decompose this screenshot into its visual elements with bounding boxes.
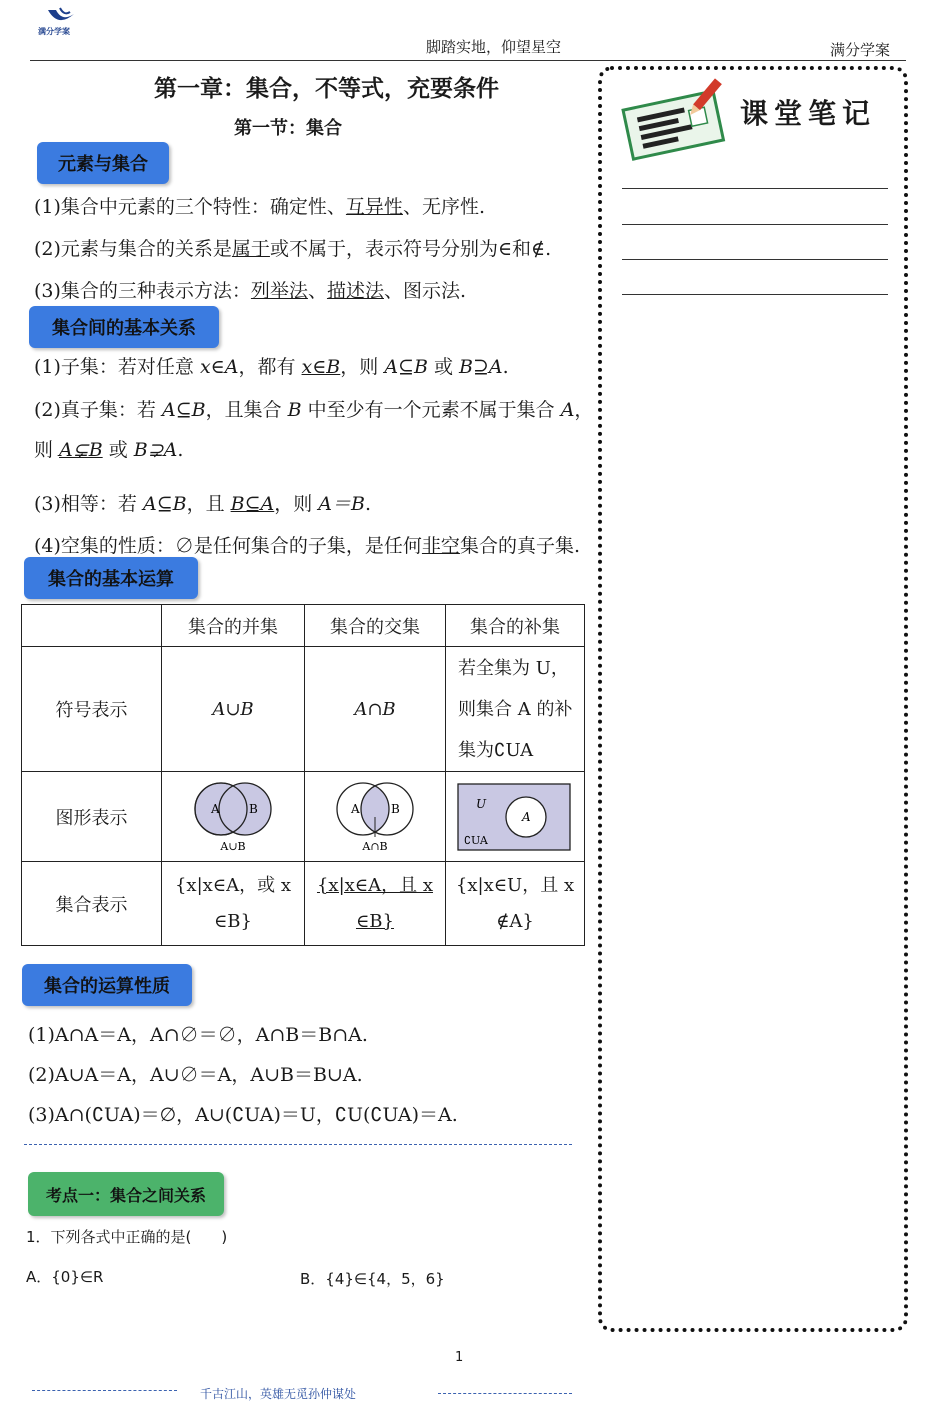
table-header-cell: 集合的补集 <box>446 605 585 647</box>
intersection-symbol: A∩B <box>305 647 446 772</box>
table-header-cell: 集合的交集 <box>305 605 446 647</box>
union-venn <box>162 772 305 862</box>
s1-item-3 <box>34 276 466 303</box>
venn-label-a: A <box>211 801 220 816</box>
chapter-title: 第一章：集合，不等式，充要条件 <box>154 76 499 102</box>
header-rule <box>30 60 906 61</box>
footer-dash-left <box>32 1390 177 1391</box>
text: (2)元素与集合的关系是 <box>34 238 232 260</box>
table-row-symbol <box>22 647 585 772</box>
underlined-text: 描述法 <box>326 280 384 302</box>
logo-text: 满分学案 <box>38 27 70 36</box>
s2-item-1: (1)子集：若对任意 x∈A，都有 x∈B，则 A⊆B 或 B⊇A. <box>34 356 509 378</box>
section-tag-operations: 集合的基本运算 <box>24 557 198 599</box>
table-row-graph <box>22 772 585 862</box>
union-set: {x|x∈A，或 x ∈B} <box>162 862 305 946</box>
complement-venn <box>446 772 585 862</box>
s4-item-1: (1)A∩A＝A，A∩∅＝∅，A∩B＝B∩A. <box>28 1024 368 1046</box>
underlined-text: 互异性 <box>345 196 403 218</box>
header-slogan: 脚踏实地，仰望星空 <box>426 38 562 56</box>
note-line <box>622 294 888 295</box>
venn-label-b: B <box>249 801 258 816</box>
table-row-set <box>22 862 585 946</box>
text: 或不属于，表示符号分别为∈和∉. <box>269 238 552 260</box>
intersection-venn-diagram <box>325 777 425 857</box>
row-label: 集合表示 <box>22 862 162 946</box>
question-text: 1．下列各式中正确的是( ) <box>26 1228 228 1246</box>
page-number: 1 <box>455 1350 464 1365</box>
s4-item-3: (3)A∩(∁UA)＝∅，A∪(∁UA)＝U，∁U(∁UA)＝A. <box>28 1104 458 1126</box>
s2-item-3: (3)相等：若 A⊆B，且 B⊆A，则 A＝B. <box>34 493 372 515</box>
text: 、无序性. <box>402 196 485 218</box>
note-line <box>622 188 888 189</box>
table-header-cell <box>22 605 162 647</box>
section-tag-elements: 元素与集合 <box>37 142 169 184</box>
table-header-row <box>22 605 585 647</box>
venn-caption: A∩B <box>362 839 388 853</box>
intersection-venn <box>305 772 446 862</box>
venn-label-cua: ∁UA <box>464 833 488 847</box>
underlined-text: 属于 <box>231 238 270 260</box>
s2-item-2-cont: 则 A⊊B 或 B⊋A. <box>34 439 184 461</box>
venn-label-a: A <box>522 809 531 824</box>
s2-item-4: (4)空集的性质：∅是任何集合的子集，是任何非空集合的真子集. <box>34 535 580 557</box>
section-tag-properties: 集合的运算性质 <box>22 964 192 1006</box>
complement-venn-diagram <box>456 780 574 854</box>
union-symbol: A∪B <box>162 647 305 772</box>
text: (1)集合中元素的三个特性：确定性、 <box>34 196 346 218</box>
underlined-text: 列举法 <box>250 280 308 302</box>
s2-item-2: (2)真子集：若 A⊆B，且集合 B 中至少有一个元素不属于集合 A， <box>34 399 594 421</box>
s1-item-1 <box>34 192 485 219</box>
complement-set: {x|x∈U，且 x ∉A} <box>446 862 585 946</box>
text: 、 <box>307 280 327 302</box>
venn-caption: A∪B <box>220 839 246 853</box>
choice-a: A．{0}∈R <box>26 1268 104 1286</box>
footer-dash-right <box>438 1393 572 1394</box>
notes-card-icon <box>618 76 728 166</box>
header-brand: 满分学案 <box>830 41 891 59</box>
section-tag-relations: 集合间的基本关系 <box>29 306 219 348</box>
table-header-cell: 集合的并集 <box>162 605 305 647</box>
notes-panel <box>598 66 908 1332</box>
intersection-set: {x|x∈A，且 x ∈B} <box>305 862 446 946</box>
venn-label-u: U <box>476 796 487 811</box>
row-label: 图形表示 <box>22 772 162 862</box>
operations-table <box>21 604 585 946</box>
venn-label-a: A <box>351 801 360 816</box>
text: 、图示法. <box>383 280 467 302</box>
row-label: 符号表示 <box>22 647 162 772</box>
note-line <box>622 224 888 225</box>
union-venn-diagram <box>183 777 283 857</box>
note-line <box>622 259 888 260</box>
venn-label-b: B <box>391 801 400 816</box>
footer-motto: 千古江山，英雄无觅孙仲谋处 <box>200 1387 357 1401</box>
s1-item-2 <box>34 234 551 261</box>
section-title: 第一节：集合 <box>234 118 342 139</box>
section-divider <box>24 1144 572 1145</box>
notes-title: 课堂笔记 <box>740 97 877 130</box>
complement-symbol: 若全集为 U， 则集合 A 的补 集为∁UA <box>446 647 585 772</box>
text: (3)集合的三种表示方法： <box>34 280 251 302</box>
exam-point-tag: 考点一：集合之间关系 <box>28 1172 224 1216</box>
choice-b: B．{4}∈{4，5，6} <box>300 1270 445 1288</box>
s4-item-2: (2)A∪A＝A，A∪∅＝A，A∪B＝B∪A. <box>28 1064 363 1086</box>
